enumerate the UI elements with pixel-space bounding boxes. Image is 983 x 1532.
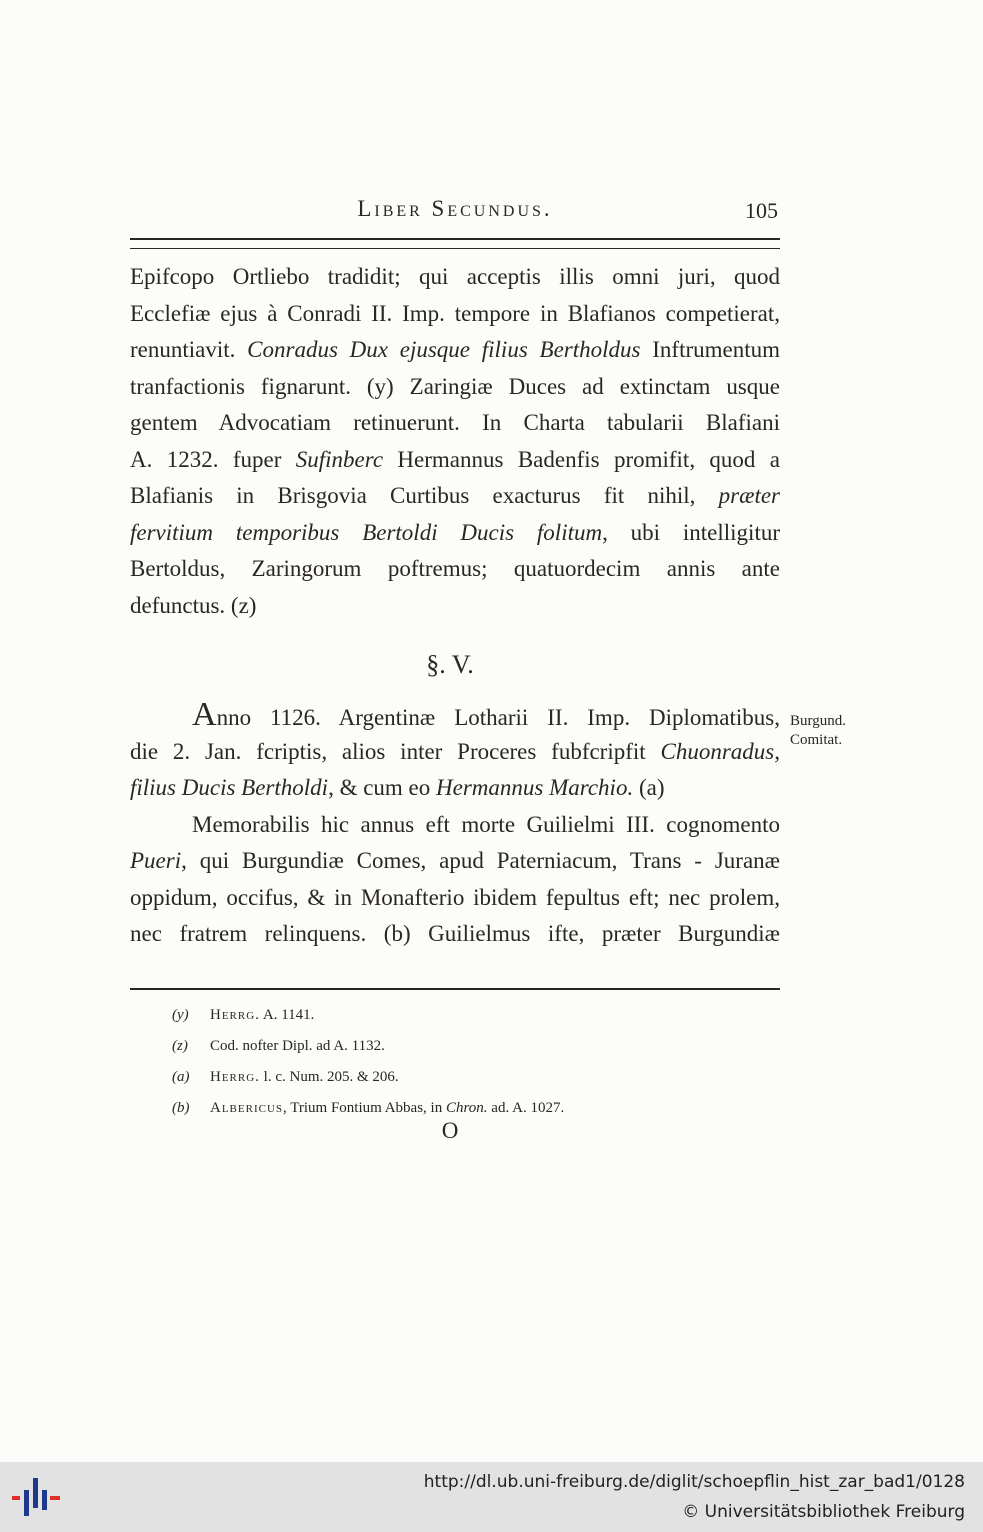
paragraph-continuation [130, 259, 780, 624]
text-line: gentem Advocatiam retinuerunt. In Charta tabularii Blafiani [130, 410, 780, 435]
footnote: (y) Herrg. A. 1141. [172, 1007, 315, 1023]
text-line: Bertoldus, Zaringorum poftremus; quatuordecim annis ante [130, 556, 780, 581]
text-line: filius Ducis Bertholdi, & cum eo Hermannus Marchio. (a) [130, 775, 665, 800]
italic-place: Sufinberc [295, 446, 384, 472]
text-line: Epifcopo Ortliebo tradidit; qui acceptis illis omni juri, quod [130, 264, 780, 289]
text-line: fervitium temporibus Bertoldi Ducis folitum, ubi intelligitur [130, 519, 780, 545]
running-title: Liber Secundus. [357, 196, 553, 221]
signature-mark: O [441, 1118, 459, 1143]
text-line: renuntiavit. Conradus Dux ejusque filius Bertholdus Inftrumentum [130, 337, 780, 362]
paragraph-anno [130, 697, 780, 953]
permalink-url[interactable]: http://dl.ub.uni-freiburg.de/diglit/schoepflin_hist_zar_bad1/0128 [423, 1472, 965, 1492]
header-rule [130, 238, 780, 249]
footnote: (b) Albericus, Trium Fontium Abbas, in Chron. ad. A. 1027. [172, 1100, 565, 1116]
footnote-rule [130, 988, 780, 990]
text-line: Memorabilis hic annus eft morte Guilielmi III. cognomento [192, 811, 780, 837]
running-head [130, 192, 780, 232]
text-line: Pueri, qui Burgundiæ Comes, apud Paterniacum, Trans - Juranæ [130, 848, 780, 873]
library-logo-icon [12, 1474, 62, 1520]
margin-note: Burgund. Comitat. [790, 713, 846, 748]
copyright-text: © Universitätsbibliothek Freiburg [682, 1502, 965, 1522]
text-line: nec fratrem relinquens. (b) Guilielmus ifte, præter Burgundiæ [130, 921, 780, 946]
text-line: A. 1232. fuper Sufinberc Hermannus Badenfis promifit, quod a [130, 446, 781, 472]
footnote: (a) Herrg. l. c. Num. 205. & 206. [172, 1069, 399, 1085]
section-heading: §. V. [426, 650, 474, 679]
text-line: defunctus. (z) [130, 592, 257, 618]
page-number: 105 [745, 198, 778, 223]
text-line: Anno 1126. Argentinæ Lotharii II. Imp. Diplomatibus, [192, 696, 780, 733]
text-line: Ecclefiæ ejus à Conradi II. Imp. tempore in Blafianos competierat, [130, 300, 780, 326]
text-line: oppidum, occifus, & in Monafterio ibidem fepultus eft; nec prolem, [130, 884, 780, 910]
footnote: (z) Cod. nofter Dipl. ad A. 1132. [172, 1038, 385, 1054]
text-line: tranfactionis fignarunt. (y) Zaringiæ Duces ad extinctam usque [130, 373, 780, 399]
drop-capital: A [192, 696, 217, 733]
text-line: die 2. Jan. fcriptis, alios inter Proceres fubfcripfit Chuonradus, [130, 738, 781, 764]
text-line: Blafianis in Brisgovia Curtibus exacturus fit nihil, præter [130, 483, 781, 508]
footnotes [172, 1000, 782, 1124]
viewer-footer [0, 1462, 983, 1532]
italic-names: Conradus Dux ejusque filius Bertholdus [247, 337, 641, 362]
